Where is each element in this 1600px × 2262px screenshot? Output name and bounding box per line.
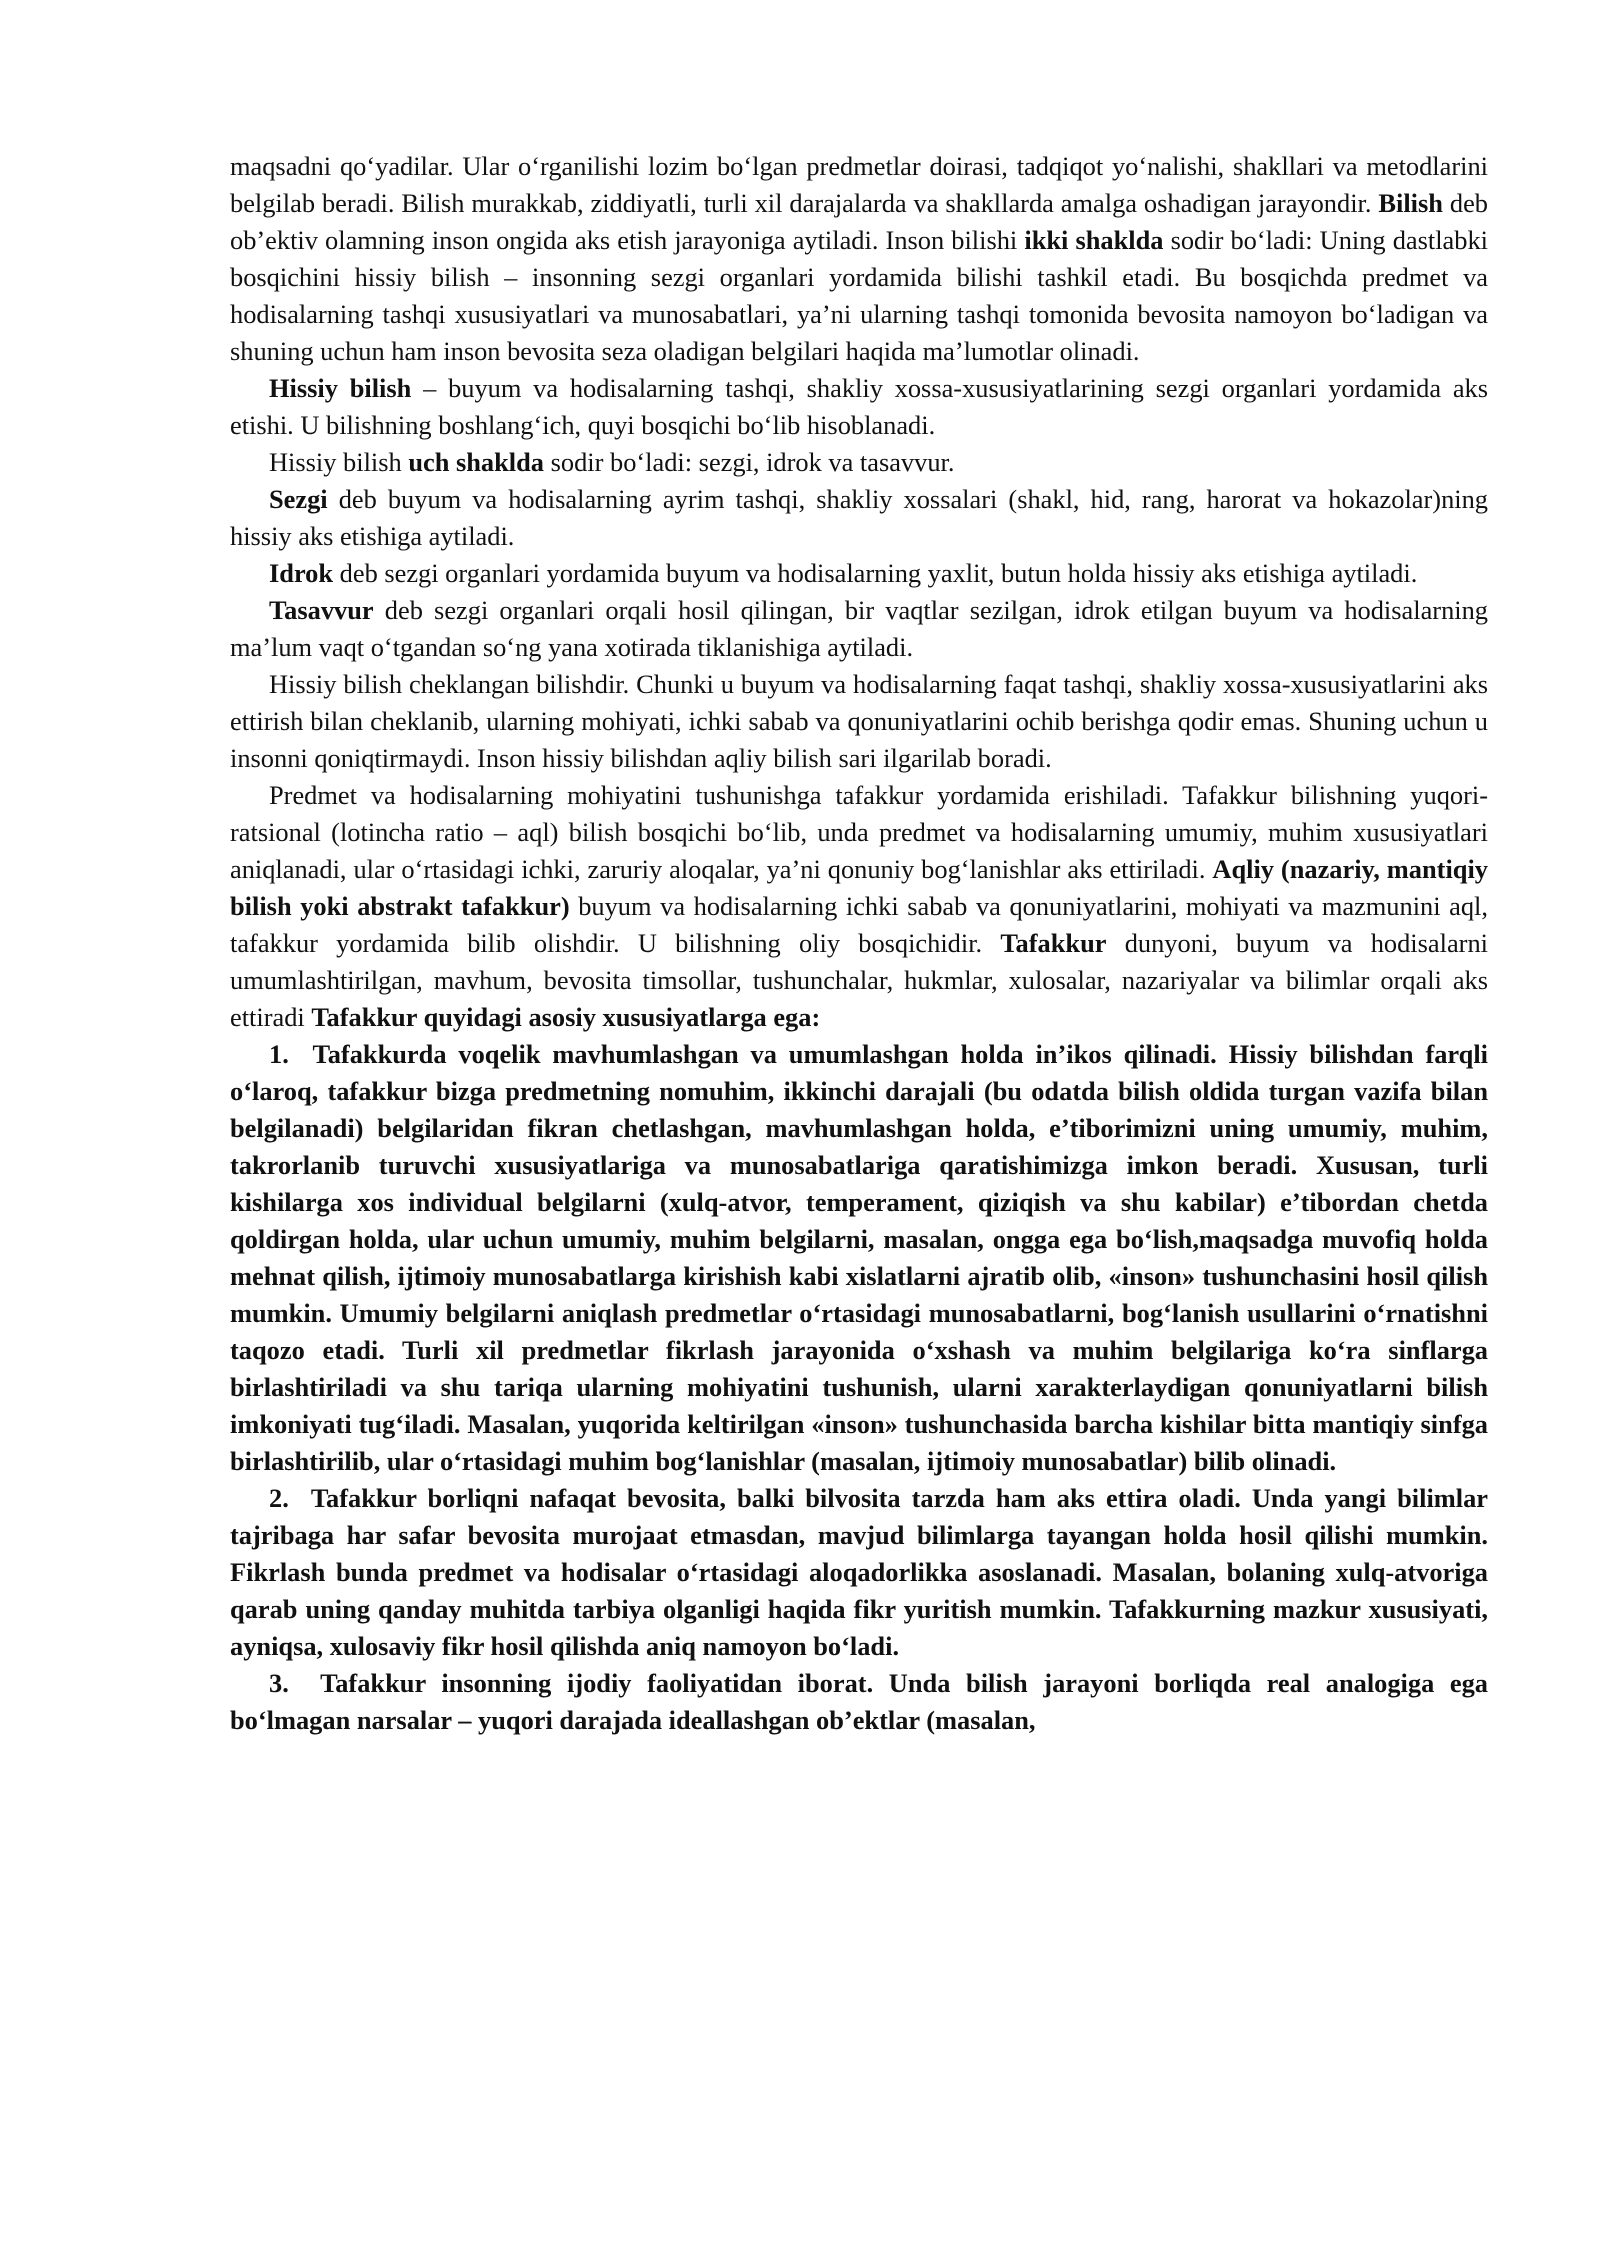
list-item-text: Tafakkurda voqelik mavhumlashgan va umumlashgan holda in’ikos qilinadi. Hissiy bilishdan farqli o‘laroq, tafakkur bizga predmetning nomuhim, ikkinchi darajali (bu odatda bilish oldida turgan vazifa bilan belgilanadi) belgilaridan fikran chetlashgan, mavhumlashgan holda, e’tiborimizni uning umumiy, muhim, takrorlanib turuvchi xususiyatlariga va munosabatlariga qaratishimizga imkon beradi. Xususan, turli kishilarga xos individual belgilarni (xulq-atvor, temperament, qiziqish va shu kabilar) e’tibordan chetda qoldirgan holda, ular uchun umumiy, muhim belgilarni, masalan, ongga ega bo‘lish,maqsadga muvofiq holda mehnat qilish, ijtimoiy munosabatlarga kirishish kabi xislatlarni ajratib olib, «inson» tushunchasini hosil qilish mumkin. Umumiy belgilarni aniqlash predmetlar o‘rtasidagi munosabatlarni, bog‘lanish usullarini o‘rnatishni taqozo etadi. Turli xil predmetlar fikrlash jarayonida o‘xshash va muhim belgilariga ko‘ra sinflarga birlashtiriladi va shu tariqa ularning mohiyatini tushunish, ularni xarakterlaydigan qonuniyatlarni bilish imkoniyati tug‘iladi. Masalan, yuqorida keltirilgan «inson» tushunchasida barcha kishilar bitta mantiqiy sinfga birlashtirilib, ular o‘rtasidagi muhim bog‘lanishlar (masalan, ijtimoiy munosabatlar) bilib olinadi. (230, 1039, 1489, 1476)
text-run: deb sezgi organlari yordamida buyum va hodisalarning yaxlit, butun holda hissiy aks etishiga aytiladi. (333, 558, 1418, 588)
bold-term-aqliy-bilish: Aqliy (nazariy, mantiqiy bilish yoki abstrakt tafakkur) (230, 854, 1488, 921)
text-run: deb ob’ektiv olamning inson ongida aks etish jarayoniga aytiladi. Inson bilishi (230, 188, 1488, 255)
paragraph-hissiy-bilish (230, 370, 1488, 444)
list-number: 1. (269, 1039, 289, 1069)
bold-term-bilish: Bilish (1378, 188, 1443, 218)
text-run: Hissiy bilish cheklangan bilishdir. Chunki u buyum va hodisalarning faqat tashqi, shakliy xossa-xususiyatlarini aks ettirish bilan cheklanib, ularning mohiyati, ichki sabab va qonuniyatlarini ochib berishga qodir emas. Shuning uchun u insonni qoniqtirmaydi. Inson hissiy bilishdan aqliy bilish sari ilgarilab boradi. (230, 669, 1488, 773)
list-number: 2. (269, 1483, 289, 1513)
bold-term-uch-shaklda: uch shaklda (408, 447, 545, 477)
paragraph-hissiy-cheklangan (230, 666, 1488, 777)
text-run: sodir bo‘ladi: Uning dastlabki bosqichini hissiy bilish – insonning sezgi organlari yordamida bilishi tashkil etadi. Bu bosqichda predmet va hodisalarning tashqi xususiyatlari va munosabatlari, ya’ni ularning tashqi tomonida bevosita namoyon bo‘ladigan va shuning uchun ham inson bevosita seza oladigan belgilari haqida ma’lumotlar olinadi. (230, 225, 1488, 366)
text-run: maqsadni qo‘yadilar. Ular o‘rganilishi lozim bo‘lgan predmetlar doirasi, tadqiqot yo‘nalishi, shakllari va metodlarini belgilab beradi. Bilish murakkab, ziddiyatli, turli xil darajalarda va shakllarda amalga oshadigan jarayondir. (230, 151, 1488, 218)
bold-term-idrok: Idrok (269, 558, 334, 588)
paragraph-idrok (230, 555, 1488, 592)
text-run: sodir bo‘ladi: sezgi, idrok va tasavvur. (544, 447, 955, 477)
text-run: Hissiy bilish (269, 447, 409, 477)
text-run: buyum va hodisalarning ichki sabab va qonuniyatlarini, mohiyati va mazmunini aql, tafakkur yordamida bilib olishdir. U bilishning oliy bosqichidir. (230, 891, 1488, 958)
paragraph-tasavvur (230, 592, 1488, 666)
bold-term-tafakkur: Tafakkur (1000, 928, 1107, 958)
paragraph-bilish-intro (230, 148, 1488, 370)
document-page (230, 148, 1488, 1739)
paragraph-uch-shaklda (230, 444, 1488, 481)
text-run: deb buyum va hodisalarning ayrim tashqi, shakliy xossalari (shakl, hid, rang, harorat va hokazolar)ning hissiy aks etishiga aytiladi. (230, 484, 1488, 551)
paragraph-sezgi (230, 481, 1488, 555)
list-number: 3. (269, 1668, 289, 1698)
text-run: – buyum va hodisalarning tashqi, shakliy xossa-xususiyatlarining sezgi organlari yordamida aks etishi. U bilishning boshlang‘ich, quyi bosqichi bo‘lib hisoblanadi. (230, 373, 1488, 440)
bold-term-hissiy-bilish: Hissiy bilish (269, 373, 412, 403)
text-run: Predmet va hodisalarning mohiyatini tushunishga tafakkur yordamida erishiladi. Tafakkur bilishning yuqori-ratsional (lotincha ratio – aql) bilish bosqichi bo‘lib, unda predmet va hodisalarning umumiy, muhim xususiyatlari aniqlanadi, ular o‘rtasidagi ichki, zaruriy aloqalar, ya’ni qonuniy bog‘lanishlar aks ettiriladi. (230, 780, 1488, 884)
list-item-3 (230, 1665, 1488, 1739)
list-item-2 (230, 1480, 1488, 1665)
bold-term-sezgi: Sezgi (269, 484, 328, 514)
list-item-1 (230, 1036, 1488, 1480)
bold-heading-xususiyatlar: Tafakkur quyidagi asosiy xususiyatlarga ega: (311, 1002, 821, 1032)
paragraph-tafakkur (230, 777, 1488, 1036)
bold-term-ikki-shaklda: ikki shaklda (1024, 225, 1164, 255)
text-run: deb sezgi organlari orqali hosil qilingan, bir vaqtlar sezilgan, idrok etilgan buyum va hodisalarning ma’lum vaqt o‘tgandan so‘ng yana xotirada tiklanishiga aytiladi. (230, 595, 1488, 662)
list-item-text: Tafakkur borliqni nafaqat bevosita, balki bilvosita tarzda ham aks ettira oladi. Unda yangi bilimlar tajribaga har safar bevosita murojaat etmasdan, mavjud bilimlarga tayangan holda hosil qilishi mumkin. Fikrlash bunda predmet va hodisalar o‘rtasidagi aloqadorlikka asoslanadi. Masalan, bolaning xulq-atvoriga qarab uning qanday muhitda tarbiya olganligi haqida fikr yuritish mumkin. Tafakkurning mazkur xususiyati, ayniqsa, xulosaviy fikr hosil qilishda aniq namoyon bo‘ladi. (230, 1483, 1489, 1661)
list-item-text: Tafakkur insonning ijodiy faoliyatidan iborat. Unda bilish jarayoni borliqda real analogiga ega bo‘lmagan narsalar – yuqori darajada ideallashgan ob’ektlar (masalan, (230, 1668, 1488, 1735)
bold-term-tasavvur: Tasavvur (269, 595, 374, 625)
text-run: dunyoni, buyum va hodisalarni umumlashtirilgan, mavhum, bevosita timsollar, tushunchalar, hukmlar, xulosalar, nazariyalar va bilimlar orqali aks ettiradi (230, 928, 1488, 1032)
